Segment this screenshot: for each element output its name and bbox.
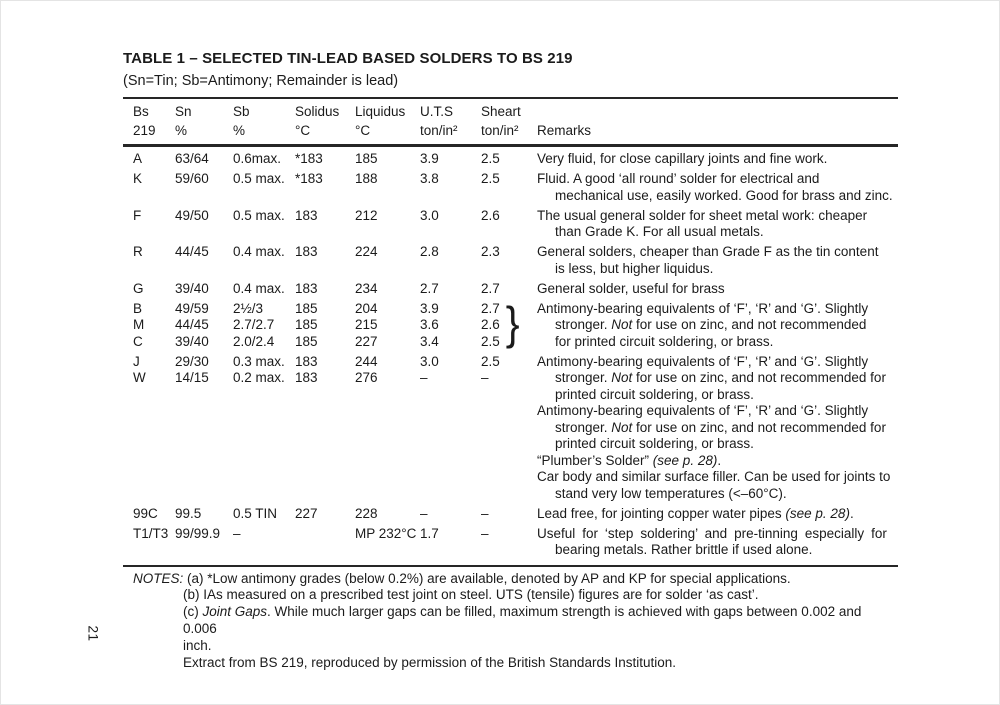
cell-uts [420, 420, 481, 437]
table-header [123, 97, 898, 147]
grouping-brace-icon: } [505, 297, 520, 349]
remark-italic-text: NOTES: [133, 570, 184, 586]
cell-shear: 2.6 [481, 207, 500, 223]
cell-uts [420, 486, 481, 503]
cell-shear: – [481, 525, 489, 541]
cell-sn: 39/40 [175, 333, 209, 349]
cell-liquidus: 228 [355, 505, 378, 521]
cell-liquidus: 227 [355, 333, 378, 349]
cell-bs219: W [133, 370, 146, 385]
cell-shear [481, 469, 537, 486]
remark-text: Antimony-bearing equivalents of ‘F’, ‘R’ and ‘G’. Slightly [537, 403, 869, 418]
cell-shear [481, 403, 537, 420]
cell-sb [233, 542, 295, 559]
remark-text: (a) *Low antimony grades (below 0.2%) are available, denoted by AP and KP for special applications. [183, 570, 791, 586]
remark-text: Car body and similar surface filler. Can be used for joints to [537, 469, 891, 484]
table-row-continuation [123, 436, 898, 453]
cell-shear [481, 420, 537, 437]
remark-text: bearing metals. Rather brittle if used alone. [555, 542, 813, 557]
cell-bs219 [133, 387, 175, 404]
cell-remarks [537, 208, 898, 225]
cell-remarks [537, 317, 898, 334]
cell-sb: 0.2 max. [233, 370, 285, 385]
cell-solidus: *183 [295, 151, 323, 166]
note-line [183, 638, 898, 655]
cell-solidus: 185 [295, 333, 318, 349]
cell-remarks [537, 506, 898, 523]
cell-bs219 [133, 188, 175, 205]
remark-text: . [849, 505, 854, 521]
cell-remarks [537, 469, 898, 486]
cell-bs219: K [133, 171, 143, 186]
column-header-uts-units: ton/in² [420, 123, 458, 138]
cell-sn: 39/40 [175, 280, 209, 296]
cell-liquidus: 234 [355, 280, 378, 296]
cell-uts: 2.7 [420, 280, 439, 296]
cell-bs219 [133, 436, 175, 453]
cell-shear [481, 387, 537, 404]
cell-bs219: B [133, 300, 143, 316]
cell-remarks [537, 224, 898, 241]
cell-shear [481, 542, 537, 559]
cell-sb: 0.6max. [233, 151, 282, 166]
cell-solidus: 227 [295, 505, 318, 521]
cell-sn [175, 403, 233, 420]
cell-liquidus [355, 436, 420, 453]
cell-shear: 2.6 [481, 317, 500, 332]
remark-text: Fluid. A good ‘all round’ solder for electrical and [537, 171, 820, 186]
cell-bs219 [133, 420, 175, 437]
cell-solidus [295, 436, 355, 453]
cell-solidus: 183 [295, 244, 318, 259]
remark-text: (b) IAs measured on a prescribed test joint on steel. UTS (tensile) figures are for solder ‘as cast’. [183, 587, 759, 603]
cell-shear [481, 224, 537, 241]
cell-bs219 [133, 542, 175, 559]
remark-text: General solders, cheaper than Grade F as the tin content [537, 244, 879, 259]
remark-text: stand very low temperatures (<–60°C). [555, 485, 787, 501]
cell-liquidus: 276 [355, 370, 378, 385]
cell-liquidus: 244 [355, 353, 378, 369]
remark-italic-text: Not [611, 419, 633, 435]
remark-italic-text: (see p. 28) [785, 505, 850, 521]
cell-shear: – [481, 370, 489, 385]
column-header-sb-units: % [233, 123, 246, 138]
cell-sb: 0.5 max. [233, 171, 285, 186]
table-row [123, 151, 898, 168]
cell-solidus [295, 469, 355, 486]
cell-bs219 [133, 403, 175, 420]
cell-bs219: G [133, 280, 144, 296]
cell-sn [175, 387, 233, 404]
column-header-solidus: Solidus [295, 104, 340, 119]
cell-uts: 2.8 [420, 244, 439, 259]
cell-solidus: 183 [295, 207, 318, 223]
cell-shear: 2.5 [481, 171, 500, 186]
cell-remarks [537, 370, 898, 387]
cell-sn: 44/45 [175, 244, 209, 259]
remark-text: inch. [183, 638, 212, 654]
cell-shear [481, 188, 537, 205]
cell-sn [175, 486, 233, 503]
note-line [133, 571, 898, 588]
cell-remarks [537, 188, 898, 205]
cell-bs219: R [133, 244, 143, 259]
column-header-shear: Sheart [481, 104, 521, 119]
cell-sb [233, 420, 295, 437]
cell-bs219 [133, 453, 175, 470]
cell-sn: 99.5 [175, 505, 202, 521]
cell-uts: – [420, 370, 428, 385]
table-row-continuation [123, 387, 898, 404]
remark-italic-text: (see p. 28) [652, 452, 718, 468]
cell-sn: 49/59 [175, 300, 209, 316]
cell-remarks [537, 436, 898, 453]
cell-solidus [295, 224, 355, 241]
cell-solidus: 183 [295, 353, 318, 369]
table-header-line-2 [123, 121, 898, 140]
cell-remarks [537, 542, 898, 559]
cell-sb [233, 261, 295, 278]
cell-bs219: F [133, 207, 142, 223]
cell-uts [420, 403, 481, 420]
cell-solidus [295, 403, 355, 420]
cell-sb: 0.4 max. [233, 280, 285, 296]
remark-text: printed circuit soldering, or brass. [555, 386, 754, 402]
cell-uts: 3.0 [420, 207, 439, 223]
table-row [123, 506, 898, 523]
table-row-continuation [123, 420, 898, 437]
column-header-solidus-units: °C [295, 123, 311, 138]
cell-sb [233, 403, 295, 420]
cell-bs219 [133, 486, 175, 503]
table-row-continuation [123, 188, 898, 205]
cell-sn: 59/60 [175, 171, 209, 186]
table-row [123, 244, 898, 261]
table-body [123, 147, 898, 567]
cell-liquidus: 204 [355, 300, 378, 316]
notes-section [133, 571, 898, 672]
cell-uts: 1.7 [420, 525, 439, 541]
cell-bs219: A [133, 151, 143, 166]
cell-bs219: C [133, 333, 143, 349]
cell-solidus: *183 [295, 171, 323, 186]
cell-liquidus [355, 188, 420, 205]
cell-uts [420, 387, 481, 404]
cell-bs219 [133, 469, 175, 486]
cell-uts [420, 224, 481, 241]
cell-sb [233, 224, 295, 241]
cell-liquidus: 224 [355, 244, 378, 259]
cell-liquidus [355, 261, 420, 278]
table-row-continuation [123, 403, 898, 420]
note-line [183, 587, 898, 604]
cell-solidus [295, 486, 355, 503]
remark-text: than Grade K. For all usual metals. [555, 224, 764, 239]
remark-italic-text: Joint Gaps [202, 604, 268, 620]
cell-shear [481, 261, 537, 278]
cell-shear: 2.5 [481, 151, 500, 166]
table-row-continuation [123, 469, 898, 486]
cell-sn [175, 261, 233, 278]
cell-liquidus: 185 [355, 151, 378, 166]
table-row [123, 171, 898, 188]
cell-uts [420, 453, 481, 470]
cell-remarks [537, 453, 898, 470]
remark-text: Antimony-bearing equivalents of ‘F’, ‘R’ and ‘G’. Slightly [537, 300, 869, 316]
cell-liquidus [355, 387, 420, 404]
column-header-bs219-units: 219 [133, 123, 156, 138]
cell-bs219 [133, 224, 175, 241]
table-row [123, 370, 898, 387]
cell-bs219: J [133, 353, 140, 369]
column-header-shear-units: ton/in² [481, 123, 519, 138]
remark-text: Useful for ‘step soldering’ and pre-tinning especially for [537, 525, 887, 541]
column-header-remarks: Remarks [537, 123, 592, 138]
cell-sb [233, 387, 295, 404]
cell-remarks [537, 244, 898, 261]
cell-sn: 49/50 [175, 207, 209, 223]
cell-liquidus: 212 [355, 207, 378, 223]
cell-remarks [537, 334, 898, 351]
cell-bs219: M [133, 317, 145, 332]
remark-text: . [717, 452, 722, 468]
cell-sn: 29/30 [175, 353, 209, 369]
cell-shear: 2.5 [481, 333, 500, 349]
cell-remarks [537, 420, 898, 437]
cell-liquidus [355, 486, 420, 503]
table-row [123, 281, 898, 298]
cell-bs219 [133, 261, 175, 278]
cell-sb [233, 486, 295, 503]
cell-liquidus [355, 403, 420, 420]
cell-uts: 3.8 [420, 171, 439, 186]
column-header-sn: Sn [175, 104, 192, 119]
table-row-continuation [123, 453, 898, 470]
cell-liquidus [355, 453, 420, 470]
cell-sn: 99/99.9 [175, 525, 221, 541]
remark-text: is less, but higher liquidus. [555, 260, 714, 276]
column-header-sb: Sb [233, 104, 250, 119]
cell-remarks [537, 486, 898, 503]
column-header-sn-units: % [175, 123, 188, 138]
page-content [123, 48, 898, 672]
cell-liquidus [355, 542, 420, 559]
cell-remarks [537, 387, 898, 404]
table-header-line-1 [123, 102, 898, 121]
page-subtitle: (Sn=Tin; Sb=Antimony; Remainder is lead) [123, 73, 399, 89]
cell-liquidus: 188 [355, 171, 378, 186]
cell-shear [481, 436, 537, 453]
table-row-continuation [123, 486, 898, 503]
remark-text: stronger. [555, 370, 612, 385]
remark-text: General solder, useful for brass [537, 280, 725, 296]
cell-solidus: 183 [295, 370, 318, 385]
note-line [183, 604, 898, 638]
cell-sb [233, 469, 295, 486]
remark-text: (c) [183, 604, 203, 620]
cell-sn [175, 188, 233, 205]
cell-shear [481, 486, 537, 503]
cell-sb: 2.7/2.7 [233, 317, 275, 332]
cell-solidus [295, 453, 355, 470]
remark-text: stronger. [555, 317, 612, 332]
cell-uts [420, 469, 481, 486]
cell-solidus [295, 542, 355, 559]
cell-sn [175, 420, 233, 437]
note-line [183, 655, 898, 672]
remark-text: Antimony-bearing equivalents of ‘F’, ‘R’ and ‘G’. Slightly [537, 353, 869, 369]
cell-sn: 44/45 [175, 317, 209, 332]
cell-liquidus [355, 420, 420, 437]
cell-solidus: 183 [295, 280, 318, 296]
cell-sn [175, 453, 233, 470]
cell-solidus: 185 [295, 317, 318, 332]
remark-text: . While much larger gaps can be filled, maximum strength is achieved with gaps between 0.002 and 0.006 [183, 604, 862, 637]
cell-solidus: 185 [295, 300, 318, 316]
cell-uts [420, 188, 481, 205]
column-header-bs219: Bs [133, 104, 149, 119]
cell-sn [175, 436, 233, 453]
cell-remarks [537, 261, 898, 278]
cell-sn [175, 224, 233, 241]
table-row [123, 526, 898, 543]
cell-shear: 2.5 [481, 353, 500, 369]
remark-text: The usual general solder for sheet metal work: cheaper [537, 207, 868, 223]
cell-liquidus: MP 232°C [355, 525, 417, 541]
cell-solidus [295, 526, 355, 543]
page-title: TABLE 1 – SELECTED TIN-LEAD BASED SOLDERS TO BS 219 [123, 50, 573, 67]
remark-text: for use on zinc, and not recommended for [632, 419, 886, 435]
column-header-remarks-spacer [537, 102, 898, 121]
cell-remarks [537, 354, 898, 371]
remark-text: Lead free, for jointing copper water pipes [537, 505, 786, 521]
cell-shear: 2.7 [481, 300, 500, 316]
cell-shear: 2.7 [481, 280, 500, 296]
cell-uts [420, 261, 481, 278]
cell-sn: 63/64 [175, 151, 209, 166]
cell-sn: 14/15 [175, 370, 209, 385]
table-row [123, 208, 898, 225]
cell-solidus [295, 261, 355, 278]
cell-uts: 3.4 [420, 333, 439, 349]
cell-remarks [537, 171, 898, 188]
cell-remarks [537, 151, 898, 168]
cell-uts [420, 542, 481, 559]
cell-sb [233, 453, 295, 470]
remark-italic-text: Not [611, 317, 633, 332]
cell-shear [481, 453, 537, 470]
cell-remarks [537, 301, 898, 318]
remark-text: stronger. [555, 419, 612, 435]
cell-solidus [295, 387, 355, 404]
table-row-continuation [123, 261, 898, 278]
cell-sb: 0.4 max. [233, 244, 285, 259]
cell-shear: 2.3 [481, 244, 500, 259]
remark-text: for use on zinc, and not recommended [632, 317, 867, 332]
cell-remarks [537, 403, 898, 420]
table-row-continuation [123, 224, 898, 241]
remark-text: mechanical use, easily worked. Good for brass and zinc. [555, 187, 893, 203]
cell-uts: 3.9 [420, 151, 439, 166]
column-header-uts: U.T.S [420, 104, 454, 119]
cell-bs219: T1/T3 [133, 525, 169, 541]
cell-sb: 0.5 max. [233, 207, 285, 223]
remark-text: printed circuit soldering, or brass. [555, 436, 754, 451]
cell-remarks [537, 281, 898, 298]
table-row [123, 354, 898, 371]
remark-text: for use on zinc, and not recommended for [632, 370, 886, 385]
solder-table [123, 97, 898, 567]
table-row-continuation [123, 542, 898, 559]
cell-liquidus [355, 469, 420, 486]
remark-italic-text: Not [611, 370, 633, 385]
remark-text: Extract from BS 219, reproduced by permission of the British Standards Institution. [183, 655, 676, 671]
cell-sb: 2.0/2.4 [233, 333, 275, 349]
cell-uts: 3.9 [420, 300, 439, 316]
cell-solidus [295, 420, 355, 437]
cell-uts: 3.0 [420, 353, 439, 369]
cell-uts [420, 436, 481, 453]
cell-sb: 0.5 TIN [233, 505, 278, 521]
remark-text: “Plumber’s Solder” [537, 452, 653, 468]
cell-sb: 0.3 max. [233, 353, 285, 369]
column-header-liquidus-units: °C [355, 123, 371, 138]
cell-sb: 2½/3 [233, 300, 264, 316]
cell-uts: 3.6 [420, 317, 439, 332]
cell-sb [233, 436, 295, 453]
cell-bs219: 99C [133, 505, 158, 521]
cell-sb: – [233, 525, 241, 541]
cell-solidus [295, 188, 355, 205]
page-number: 21 [85, 625, 101, 642]
cell-shear: – [481, 505, 489, 521]
cell-sn [175, 542, 233, 559]
cell-remarks [537, 526, 898, 543]
cell-sn [175, 469, 233, 486]
remark-text: for printed circuit soldering, or brass. [555, 333, 774, 349]
cell-liquidus: 215 [355, 317, 378, 332]
cell-uts: – [420, 505, 428, 521]
column-header-liquidus: Liquidus [355, 104, 406, 119]
cell-sb [233, 188, 295, 205]
cell-liquidus [355, 224, 420, 241]
remark-text: Very fluid, for close capillary joints and fine work. [537, 151, 828, 166]
